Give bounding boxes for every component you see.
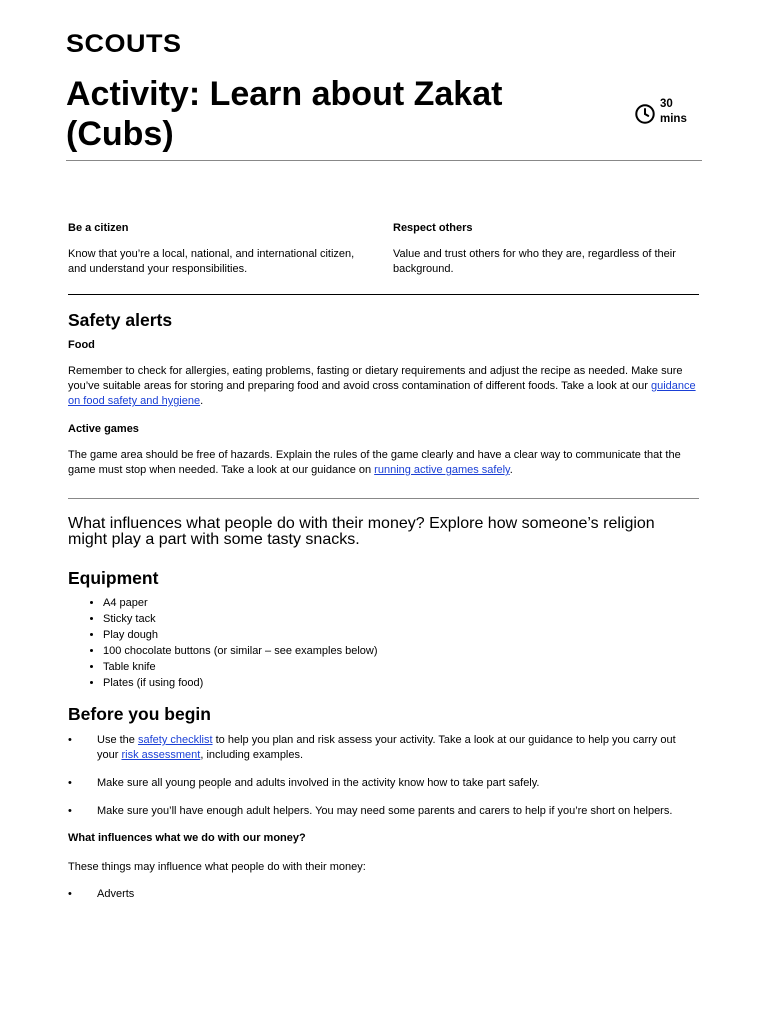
bullet: • xyxy=(68,888,72,900)
list-item-text: Make sure you’ll have enough adult helpers. You may need some parents and carers to help if you’re short on helpers. xyxy=(97,805,673,817)
food-heading: Food xyxy=(68,339,95,351)
outcome-text: Know that you’re a local, national, and international citizen, and understand your responsibilities. xyxy=(68,248,355,275)
equipment-heading: Equipment xyxy=(68,568,159,588)
list-item: • A4 paper xyxy=(103,595,698,611)
food-safety-link[interactable]: guidance on food safety and hygiene xyxy=(68,380,696,407)
before-you-begin-heading: Before you begin xyxy=(68,704,211,724)
text-part: to help you plan and risk assess your activity. Take a look at our guidance to help you carry out your xyxy=(97,734,676,761)
bullet: • xyxy=(68,805,72,817)
food-text xyxy=(68,364,698,409)
risk-assessment-link[interactable]: risk assessment xyxy=(121,749,201,761)
safety-divider xyxy=(68,498,699,499)
safety-checklist-link[interactable]: safety checklist xyxy=(137,734,213,746)
outcome-text: Value and trust others for who they are, regardless of their background. xyxy=(393,248,676,275)
duration-unit: mins xyxy=(660,113,687,125)
games-text-body: The game area should be free of hazards. Explain the rules of the game clearly and have a clear way to communicate that the game must stop when needed. Take a look at our guidance on xyxy=(68,449,681,476)
outcomes-divider xyxy=(68,294,699,295)
outcome-be-a-citizen xyxy=(68,221,373,277)
active-games-text xyxy=(68,448,698,478)
activity-intro: What influences what people do with their money? Explore how someone’s religion might play a part with some tasty snacks. xyxy=(68,515,655,548)
outcome-heading: Be a citizen xyxy=(68,222,129,234)
outcome-respect-others xyxy=(393,221,698,277)
list-item: • 100 chocolate buttons (or similar – see examples below) xyxy=(103,643,698,659)
influences-text: These things may influence what people do with their money: xyxy=(68,861,366,873)
bullet: • xyxy=(68,734,72,746)
list-item-text: Adverts xyxy=(97,888,135,900)
food-text-end: . xyxy=(200,395,204,407)
food-text-body: Remember to check for allergies, eating problems, fasting or dietary requirements and adjust the recipe as needed. Make sure you’ve suitable areas for storing and preparing food and avoid cross contamination of different foods. Take a look at our xyxy=(68,365,683,392)
equipment-section xyxy=(68,567,698,691)
influences-heading: What influences what we do with our money? xyxy=(68,832,306,844)
page-title: Activity: Learn about Zakat (Cubs) xyxy=(66,75,503,153)
bullet: • xyxy=(68,777,72,789)
list-item: • Play dough xyxy=(103,627,698,643)
safety-alerts-heading: Safety alerts xyxy=(68,310,173,330)
title-divider xyxy=(66,160,702,161)
duration-badge xyxy=(634,97,687,127)
text-part: , including examples. xyxy=(200,749,304,761)
list-item-text: Make sure all young people and adults involved in the activity know how to take part safely. xyxy=(97,777,540,789)
active-games-heading: Active games xyxy=(68,423,139,435)
outcome-heading: Respect others xyxy=(393,222,473,234)
list-item: • Table knife xyxy=(103,659,698,675)
active-games-link[interactable]: running active games safely xyxy=(374,464,510,476)
scouts-logo: SCOUTS xyxy=(66,30,182,58)
influences-section xyxy=(68,831,698,875)
list-item-text xyxy=(97,733,697,763)
safety-alerts-section xyxy=(68,309,698,478)
before-you-begin-section xyxy=(68,703,698,725)
games-text-end: . xyxy=(509,464,513,476)
duration-text xyxy=(660,97,687,127)
list-item: • Sticky tack xyxy=(103,611,698,627)
text-part: Use the xyxy=(97,734,138,746)
clock-icon xyxy=(634,103,656,125)
equipment-list xyxy=(68,595,698,691)
duration-value: 30 xyxy=(660,98,673,110)
list-item: • Plates (if using food) xyxy=(103,675,698,691)
